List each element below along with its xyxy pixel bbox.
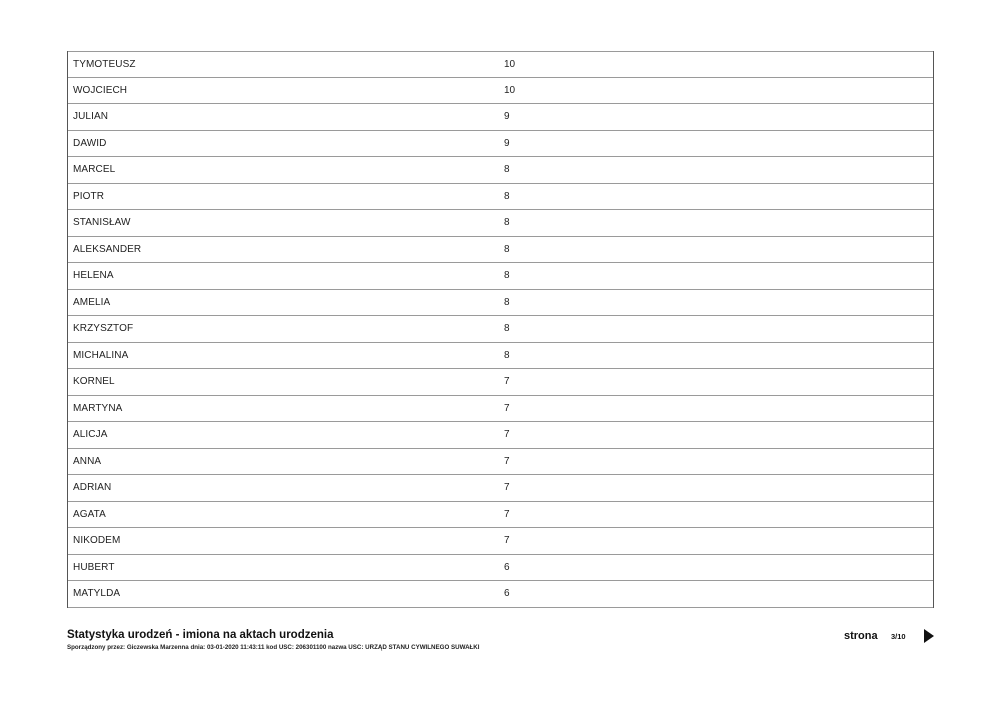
count-cell: 7 [504,482,510,493]
name-cell: HUBERT [73,561,115,573]
table-row [68,422,933,449]
name-cell: MATYLDA [73,588,121,599]
name-cell: MARCEL [73,164,116,175]
name-cell: DAWID [73,137,107,149]
name-cell: HELENA [73,270,114,281]
table-row [68,475,933,502]
table-row [68,502,933,529]
next-page-button[interactable] [923,629,935,643]
count-cell: 9 [504,111,510,122]
name-cell: AGATA [73,508,106,520]
count-cell: 7 [504,429,510,440]
count-cell: 8 [504,323,510,334]
name-cell: JULIAN [73,111,109,122]
name-cell: ADRIAN [73,482,112,493]
name-cell: MICHALINA [73,349,129,361]
count-cell: 8 [504,270,510,281]
count-cell: 8 [504,296,510,308]
table-row [68,316,933,343]
name-cell: KORNEL [73,376,115,387]
name-cell: TYMOTEUSZ [73,59,136,70]
count-cell: 7 [504,455,510,467]
page-label: strona [844,630,878,642]
name-cell: MARTYNA [73,402,123,414]
count-cell: 7 [504,508,510,520]
table-row [68,157,933,184]
count-cell: 8 [504,243,510,255]
name-cell: ALICJA [73,429,108,440]
name-cell: ANNA [73,455,102,467]
table-row [68,131,933,158]
count-cell: 8 [504,349,510,361]
table-row [68,237,933,264]
count-cell: 6 [504,588,510,599]
name-cell: NIKODEM [73,535,121,546]
table-row [68,104,933,131]
name-cell: STANISŁAW [73,217,131,228]
table-row [68,369,933,396]
count-cell: 7 [504,376,510,387]
name-cell: WOJCIECH [73,84,128,96]
name-cell: AMELIA [73,296,111,308]
count-cell: 8 [504,217,510,228]
count-cell: 7 [504,402,510,414]
count-cell: 7 [504,535,510,546]
triangle-right-icon [923,629,935,643]
count-cell: 8 [504,164,510,175]
table-row [68,263,933,290]
count-cell: 10 [504,84,516,96]
name-cell: PIOTR [73,190,105,202]
report-title: Statystyka urodzeń - imiona na aktach urodzenia [67,629,334,641]
table-row [68,184,933,211]
report-metadata: Sporządzony przez: Giczewska Marzenna dnia: 03-01-2020 11:43:11 kod USC: 206301100 nazwa USC: URZĄD STANU CYWILNEGO SUWAŁKI [67,644,480,651]
table-row [68,210,933,237]
page-footer [67,629,937,659]
table-row [68,51,933,78]
names-table [67,51,934,608]
table-row [68,555,933,582]
count-cell: 10 [504,59,516,70]
table-row [68,290,933,317]
count-cell: 9 [504,137,510,149]
table-row [68,528,933,555]
count-cell: 8 [504,190,510,202]
table-row [68,396,933,423]
table-row [68,343,933,370]
page-number: 3/10 [891,632,906,641]
name-cell: ALEKSANDER [73,243,142,255]
table-row [68,78,933,105]
table-row [68,449,933,476]
count-cell: 6 [504,561,510,573]
table-row [68,581,933,608]
name-cell: KRZYSZTOF [73,323,134,334]
